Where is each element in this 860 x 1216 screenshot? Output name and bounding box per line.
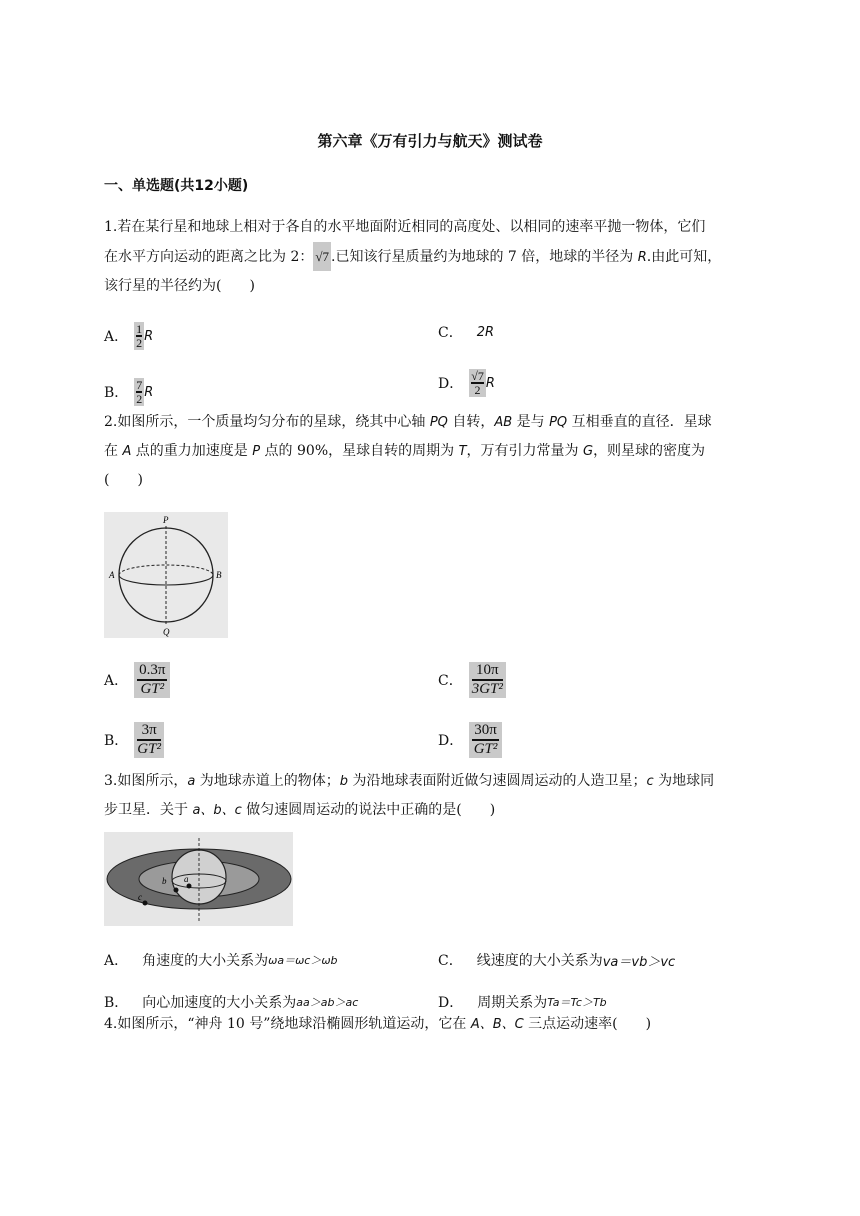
option-label: D． (438, 733, 464, 749)
option-text: 2R (476, 324, 495, 340)
denominator-text: GT² (137, 740, 161, 757)
b-var: b (339, 774, 349, 789)
option-text: 角速度的大小关系为 (142, 953, 269, 969)
text: 点的 90%，星球自转的周期为 (260, 443, 459, 459)
q1-sqrt7-image: √7 (313, 242, 331, 271)
numerator: 0.3π (139, 662, 166, 679)
text: 互相垂直的直径．星球 (567, 414, 712, 430)
denominator (140, 681, 164, 697)
denominator-text: 3GT² (471, 680, 503, 697)
numerator: 7 (136, 377, 143, 392)
q2-option-d[interactable] (438, 720, 502, 760)
denominator-text: GT² (140, 680, 165, 697)
sphere-figure (104, 512, 228, 638)
text: 步卫星．关于 (104, 802, 193, 818)
label-A: A (109, 570, 115, 580)
fraction-image (469, 369, 486, 397)
option-label: A． (104, 953, 129, 969)
R-var: R (144, 328, 154, 344)
numerator: 3π (141, 722, 157, 739)
q3-line2 (104, 796, 756, 825)
option-label: C． (438, 953, 463, 969)
q2-option-a[interactable] (104, 660, 170, 700)
c-var: c (646, 774, 654, 789)
AB-var: AB (494, 415, 513, 430)
label-c: c (138, 892, 142, 902)
q1-option-a[interactable] (104, 316, 153, 356)
text: 4.如图所示，“神舟 10 号”绕地球沿椭圆形轨道运动，它在 (104, 1016, 471, 1032)
q1-option-b[interactable] (104, 372, 153, 412)
numerator: 1 (136, 321, 143, 336)
fraction-image (469, 722, 502, 758)
numerator: 30π (474, 722, 497, 739)
numerator: √7 (471, 368, 484, 383)
orbit-figure (104, 832, 293, 926)
q1-line2-c: .由此可知， (646, 249, 722, 265)
question-4-text (104, 1010, 756, 1039)
q1-line1: 1.若在某行星和地球上相对于各自的水平地面附近相同的高度处、以相同的速率平抛一物体，它们 (104, 219, 706, 235)
denominator: 2 (136, 335, 143, 350)
point-c (143, 901, 148, 906)
denominator (137, 741, 161, 757)
text: 自转， (447, 414, 495, 430)
label-Q: Q (163, 627, 170, 637)
q3-option-c[interactable] (438, 940, 675, 980)
option-text: 向心加速度的大小关系为 (142, 995, 297, 1011)
text: 点的重力加速度是 (131, 443, 253, 459)
q2-line1 (104, 408, 756, 437)
q2-option-b[interactable] (104, 720, 164, 760)
option-expression: va＝vb＞vc (602, 954, 676, 970)
T-var: T (458, 444, 467, 459)
q1-line3: 该行星的半径约为( ) (104, 278, 255, 294)
option-expression: Ta＝Tc＞Tb (547, 996, 607, 1009)
text: 是与 (512, 414, 550, 430)
text: 3.如图所示， (104, 773, 188, 789)
q1-option-c[interactable] (438, 312, 494, 352)
R-var: R (485, 375, 495, 391)
A-var: A (122, 444, 132, 459)
denominator-text: GT² (473, 740, 498, 757)
q1-line2-a: 在水平方向运动的距离之比为 2： (104, 249, 314, 265)
q1-line2-b: .已知该行星质量约为地球的 7 倍，地球的半径为 (331, 249, 638, 265)
text: 做匀速圆周运动的说法中正确的是( ) (241, 802, 496, 818)
text: 2.如图所示，一个质量均匀分布的星球，绕其中心轴 (104, 414, 430, 430)
fraction-image (134, 322, 144, 350)
option-expression: ωa＝ωc＞ωb (268, 954, 338, 967)
q1-line2 (104, 242, 756, 272)
label-P: P (163, 515, 169, 525)
q3-option-a[interactable] (104, 940, 338, 980)
option-text: 线速度的大小关系为 (476, 953, 603, 969)
point-a (187, 884, 192, 889)
denominator: 2 (136, 391, 143, 406)
text: ，万有引力常量为 (466, 443, 583, 459)
q2-line3: ( ) (104, 472, 143, 488)
text: 为地球同 (653, 773, 715, 789)
option-label: C． (438, 325, 463, 341)
question-3-text (104, 767, 756, 825)
option-label: B． (104, 385, 129, 401)
numerator: 10π (476, 662, 499, 679)
point-b (174, 888, 179, 893)
q4-line1 (104, 1010, 756, 1039)
text: 为沿地球表面附近做匀速圆周运动的人造卫星； (348, 773, 647, 789)
option-label: C． (438, 673, 463, 689)
question-2-text (104, 408, 756, 495)
page-title: 第六章《万有引力与航天》测试卷 (317, 132, 543, 150)
R-var: R (144, 384, 154, 400)
text: 在 (104, 443, 123, 459)
option-label: B． (104, 995, 129, 1011)
q1-R-var: R (637, 250, 647, 265)
G-var: G (582, 444, 594, 459)
PQ-var: PQ (429, 415, 448, 430)
q2-option-c[interactable] (438, 660, 506, 700)
label-B: B (216, 570, 222, 580)
question-1-text (104, 213, 756, 301)
P-var: P (252, 444, 261, 459)
label-a: a (184, 874, 189, 884)
q1-option-d[interactable] (438, 363, 495, 403)
q2-line2 (104, 437, 756, 466)
a-var: a (187, 774, 196, 789)
option-label: A． (104, 329, 129, 345)
q3-line1 (104, 767, 756, 796)
fraction-image (469, 662, 506, 698)
option-text: 周期关系为 (477, 995, 548, 1011)
option-label: A． (104, 673, 129, 689)
fraction-image (134, 662, 170, 698)
text: 三点运动速率( ) (523, 1016, 652, 1032)
denominator (474, 741, 498, 757)
ABC-vars: A、B、C (470, 1017, 524, 1032)
text: ，则星球的密度为 (593, 443, 706, 459)
text: 为地球赤道上的物体； (195, 773, 340, 789)
option-label: D． (438, 995, 464, 1011)
denominator: 2 (474, 382, 481, 397)
label-b: b (162, 876, 167, 886)
abc-vars: a、b、c (192, 803, 242, 818)
option-label: B． (104, 733, 129, 749)
option-expression: aa＞ab＞ac (296, 996, 359, 1009)
PQ-var: PQ (549, 415, 568, 430)
denominator (472, 681, 503, 697)
section-heading: 一、单选题(共12小题) (104, 178, 249, 194)
fraction-image (134, 722, 164, 758)
fraction-image (134, 378, 144, 406)
option-label: D． (438, 376, 464, 392)
